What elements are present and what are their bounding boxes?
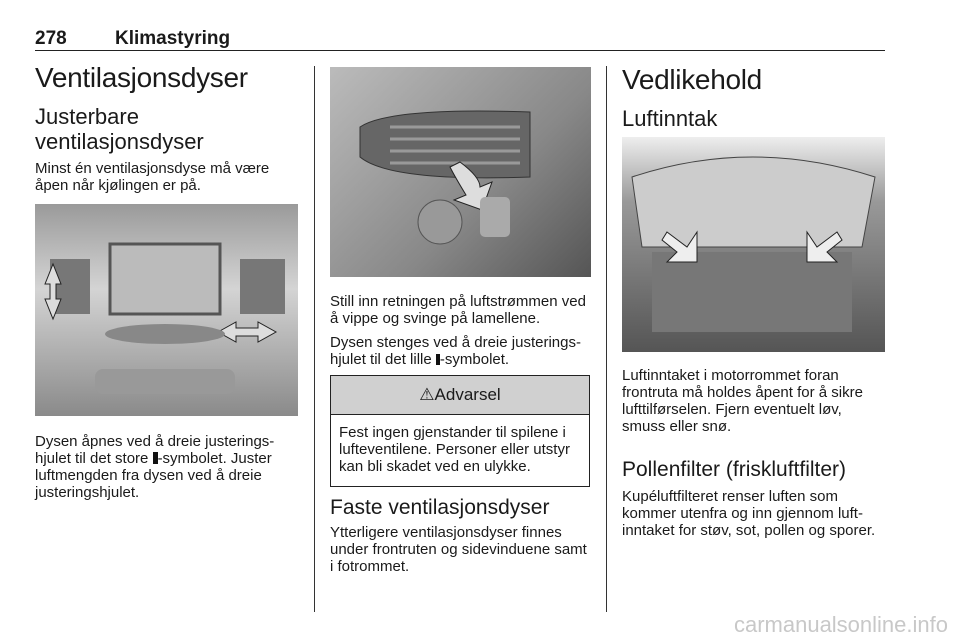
section-heading: Vedlikehold bbox=[622, 64, 762, 95]
warning-text: Fest ingen gjenstander til spilene i lufteventilene. Personer eller utstyr kan bli skadet ved en ulykke. bbox=[339, 424, 570, 475]
warning-box bbox=[330, 375, 590, 487]
vent-adjust-image bbox=[330, 67, 591, 277]
body-text: Ytterligere ventilasjonsdyser finnes under frontruten og sidevinduene samt i fotrommet. bbox=[330, 524, 587, 575]
subheading: Luftinntak bbox=[622, 106, 718, 131]
engine-bay-image bbox=[622, 137, 885, 352]
subheading: Pollenfilter (friskluftfilter) bbox=[622, 458, 847, 481]
body-text: Luftinntaket i motorrommet foran frontruta må holdes åpent for å sikre lufttilførselen. Fjern eventuelt løv, smuss eller snø. bbox=[622, 367, 863, 435]
section-heading: Ventilasjonsdyser bbox=[35, 62, 248, 93]
dashboard-illustration bbox=[35, 204, 298, 416]
body-text: Dysen stenges ved å dreie justerings-hjulet til det lille -symbolet. bbox=[330, 334, 581, 368]
warning-triangle-icon: ⚠ bbox=[419, 385, 435, 404]
intro-text: Minst én ventilasjonsdyse må være åpen når kjølingen er på. bbox=[35, 160, 270, 194]
watermark: carmanualsonline.info bbox=[733, 612, 948, 637]
body-text: Kupéluftfilteret renser luften som kommer utenfra og inn gjennom luft-inntaket for støv, sot, pollen og sporer. bbox=[622, 488, 876, 539]
column-divider bbox=[314, 66, 315, 612]
body-text: Still inn retningen på luftstrømmen ved å vippe og svinge på lamellene. bbox=[330, 293, 586, 327]
header-rule bbox=[35, 50, 885, 51]
engine-illustration bbox=[622, 137, 885, 352]
page-number: 278 bbox=[35, 28, 67, 49]
body-text: Dysen åpnes ved å dreie justerings-hjulet til det store -symbolet. Juster luftmengden fra dysen ved å dreie justeringshjulet. bbox=[35, 433, 275, 501]
vent-illustration bbox=[330, 67, 591, 277]
warning-header: ⚠ Advarsel bbox=[331, 376, 589, 415]
column-divider bbox=[606, 66, 607, 612]
section-title: Klimastyring bbox=[115, 28, 231, 49]
subheading: Faste ventilasjonsdyser bbox=[330, 496, 550, 519]
dashboard-vents-image bbox=[35, 204, 298, 416]
subheading: Justerbare ventilasjonsdyser bbox=[35, 104, 204, 154]
